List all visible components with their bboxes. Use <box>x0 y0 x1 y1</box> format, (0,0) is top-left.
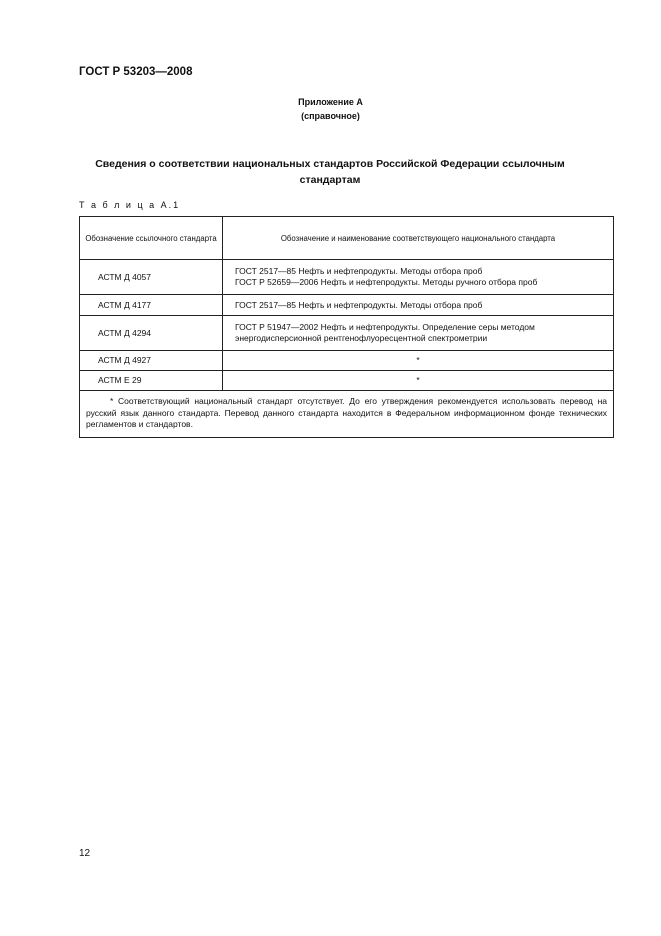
table-row <box>80 371 614 391</box>
national-standard-line: энергодисперсионной рентгенофлуоресцентной спектрометрии <box>235 333 488 343</box>
table-row <box>80 351 614 371</box>
national-standard-cell: * <box>223 351 614 371</box>
national-standard-cell <box>223 295 614 316</box>
ref-standard-cell: АСТМ Е 29 <box>80 371 223 391</box>
table-footnote-row <box>80 391 614 438</box>
header-national-standard: Обозначение и наименование соответствующего национального стандарта <box>223 217 614 260</box>
page-number: 12 <box>79 848 91 859</box>
ref-standard-cell: АСТМ Д 4927 <box>80 351 223 371</box>
standards-table <box>79 216 614 438</box>
table-row <box>80 316 614 351</box>
national-standard-line: ГОСТ 2517—85 Нефть и нефтепродукты. Методы отбора проб <box>235 299 483 310</box>
ref-standard-cell: АСТМ Д 4177 <box>80 295 223 316</box>
table-row <box>80 260 614 295</box>
table-row <box>80 295 614 316</box>
national-standard-cell: * <box>223 371 614 391</box>
national-standard-line: ГОСТ Р 52659—2006 Нефть и нефтепродукты. Методы ручного отбора проб <box>235 277 538 287</box>
header-ref-standard: Обозначение ссылочного стандарта <box>80 217 223 260</box>
table-header-row <box>80 217 614 260</box>
document-code: ГОСТ Р 53203—2008 <box>79 66 193 78</box>
section-title: Сведения о соответствии национальных стандартов Российской Федерации ссылочным стандартам <box>95 158 565 186</box>
national-standard-line: ГОСТ Р 51947—2002 Нефть и нефтепродукты. Определение серы методом <box>235 322 535 332</box>
national-standard-cell <box>223 260 614 295</box>
national-standard-cell <box>223 316 614 351</box>
appendix-title: Приложение А <box>298 97 363 107</box>
ref-standard-cell: АСТМ Д 4057 <box>80 260 223 295</box>
table-caption: Т а б л и ц а А.1 <box>79 200 181 210</box>
ref-standard-cell: АСТМ Д 4294 <box>80 316 223 351</box>
national-standard-line: ГОСТ 2517—85 Нефть и нефтепродукты. Методы отбора проб <box>235 266 483 276</box>
appendix-heading <box>0 95 661 123</box>
appendix-subtitle: (справочное) <box>301 111 360 121</box>
table-footnote: * Соответствующий национальный стандарт отсутствует. До его утверждения рекомендуется использовать перевод на русский язык данного стандарта. Перевод данного стандарта находится в Федеральном информационном фонде технических регламентов и стандартов. <box>80 391 614 438</box>
